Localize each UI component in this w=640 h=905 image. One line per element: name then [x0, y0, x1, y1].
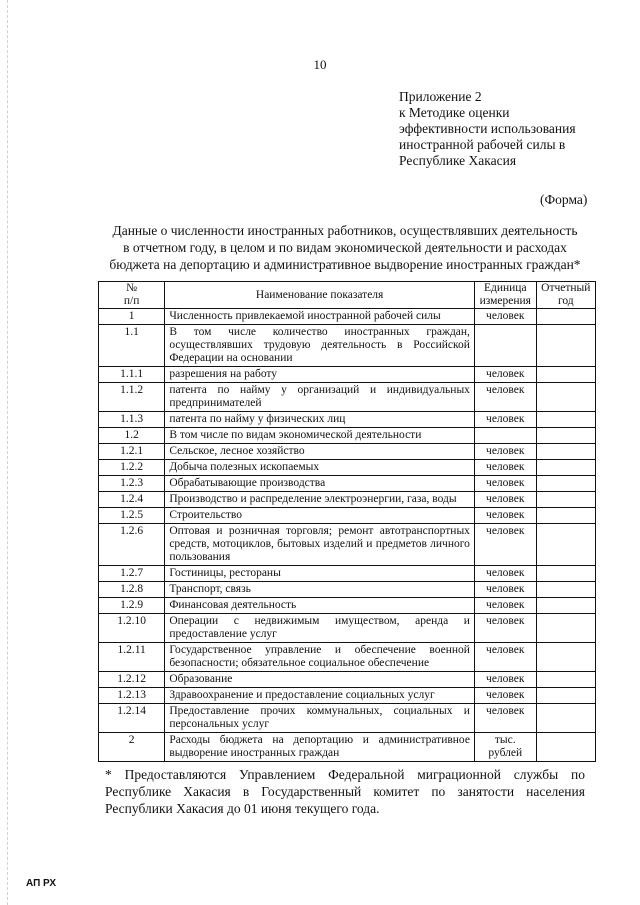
header-unit-line: измерения: [479, 295, 531, 307]
table-row: [99, 524, 596, 566]
table-row: [99, 412, 596, 428]
header-unit: [474, 282, 536, 309]
appendix-block: [399, 89, 576, 169]
row-num-cell: 1.2.12: [99, 672, 165, 688]
row-year-cell[interactable]: [536, 614, 595, 643]
row-num-cell: 1.2.3: [99, 476, 165, 492]
footnote-word: Хакасия: [183, 784, 231, 799]
footnote-word: Государственный: [261, 784, 362, 799]
header-year: [536, 282, 595, 309]
row-num-cell: 1.1: [99, 325, 165, 367]
row-unit-cell: человек: [474, 598, 536, 614]
row-year-cell[interactable]: [536, 566, 595, 582]
table-row: [99, 688, 596, 704]
title-line: Данные о численности иностранных работников, осуществлявших деятельность: [112, 223, 578, 238]
row-unit-cell: [474, 325, 536, 367]
row-unit-cell: человек: [474, 566, 536, 582]
footnote-word: по: [431, 784, 446, 799]
appendix-line: к Методике оценки: [399, 105, 510, 120]
row-name-cell: Строительство: [165, 508, 475, 524]
row-num-cell: 2: [99, 733, 165, 762]
footer-code: АП РХ: [26, 878, 57, 889]
footnote-word: в: [242, 784, 250, 799]
indicators-table: [98, 281, 596, 762]
table-row: [99, 598, 596, 614]
header-num-line: п/п: [123, 295, 140, 307]
row-name-cell: Численность привлекаемой иностранной рабочей силы: [165, 309, 475, 325]
appendix-line: эффективности использования: [399, 121, 576, 136]
row-year-cell[interactable]: [536, 704, 595, 733]
row-year-cell[interactable]: [536, 412, 595, 428]
row-num-cell: 1.2.8: [99, 582, 165, 598]
header-year-line: Отчетный: [541, 282, 591, 294]
table-header-row: [99, 282, 596, 309]
table-row: [99, 704, 596, 733]
header-num-line: №: [126, 282, 138, 294]
row-num-cell: 1.1.1: [99, 367, 165, 383]
row-num-cell: 1.2.5: [99, 508, 165, 524]
row-name-cell: Гостиницы, рестораны: [165, 566, 475, 582]
footnote-word: миграционной: [417, 767, 501, 782]
row-num-cell: 1.1.2: [99, 383, 165, 412]
row-unit-cell: человек: [474, 383, 536, 412]
table-row: [99, 460, 596, 476]
title-line: бюджета на депортацию и административное выдворение иностранных граждан*: [109, 257, 581, 272]
row-name-cell: Оптовая и розничная торговля; ремонт автотранспортных средств, мотоциклов, бытовых изделий и предметов личного пользования: [165, 524, 475, 566]
table-row: [99, 428, 596, 444]
row-num-cell: 1.2.10: [99, 614, 165, 643]
row-year-cell[interactable]: [536, 524, 595, 566]
row-name-cell: разрешения на работу: [165, 367, 475, 383]
table-row: [99, 367, 596, 383]
row-year-cell[interactable]: [536, 428, 595, 444]
row-num-cell: 1.2.11: [99, 643, 165, 672]
row-year-cell[interactable]: [536, 582, 595, 598]
row-year-cell[interactable]: [536, 733, 595, 762]
table-row: [99, 508, 596, 524]
page-number: 10: [313, 57, 327, 72]
header-num: [99, 282, 165, 309]
footnote-line: [105, 783, 585, 800]
table-row: [99, 383, 596, 412]
table-row: [99, 672, 596, 688]
row-name-cell: Операции с недвижимым имуществом, аренда и предоставление услуг: [165, 614, 475, 643]
table-row: [99, 309, 596, 325]
row-num-cell: 1.2.1: [99, 444, 165, 460]
appendix-line: Приложение 2: [399, 89, 482, 104]
row-num-cell: 1.1.3: [99, 412, 165, 428]
row-unit-cell: человек: [474, 492, 536, 508]
row-unit-cell: человек: [474, 672, 536, 688]
footnote-word: службы: [513, 767, 559, 782]
title-line: в отчетном году, в целом и по видам экономической деятельности и расходах: [123, 240, 567, 255]
row-num-cell: 1.2.4: [99, 492, 165, 508]
footnote-word: занятости: [457, 784, 515, 799]
indicators-table-wrap: [98, 281, 596, 762]
row-name-cell: Образование: [165, 672, 475, 688]
row-num-cell: 1.2.9: [99, 598, 165, 614]
row-num-cell: 1.2: [99, 428, 165, 444]
page-edge-guide: [7, 0, 8, 905]
footnote-word: Республике: [105, 784, 172, 799]
row-unit-cell: человек: [474, 412, 536, 428]
row-name-cell: Финансовая деятельность: [165, 598, 475, 614]
table-row: [99, 582, 596, 598]
header-name: Наименование показателя: [165, 282, 475, 309]
row-name-cell: Государственное управление и обеспечение военной безопасности; обязательное социальное обеспечение: [165, 643, 475, 672]
table-row: [99, 444, 596, 460]
row-name-cell: патента по найму у организаций и индивидуальных предпринимателей: [165, 383, 475, 412]
row-name-cell: Производство и распределение электроэнергии, газа, воды: [165, 492, 475, 508]
row-year-cell[interactable]: [536, 492, 595, 508]
row-unit-cell: человек: [474, 444, 536, 460]
row-year-cell[interactable]: [536, 688, 595, 704]
table-row: [99, 476, 596, 492]
row-name-cell: патента по найму у физических лиц: [165, 412, 475, 428]
row-unit-cell: человек: [474, 688, 536, 704]
row-year-cell[interactable]: [536, 476, 595, 492]
row-year-cell[interactable]: [536, 643, 595, 672]
row-name-cell: Транспорт, связь: [165, 582, 475, 598]
row-unit-cell: человек: [474, 508, 536, 524]
footnote-word: населения: [526, 784, 585, 799]
footnote-line: Республики Хакасия до 01 июня текущего года.: [105, 801, 380, 816]
appendix-line: Республике Хакасия: [399, 153, 517, 168]
row-unit-cell: человек: [474, 614, 536, 643]
row-year-cell[interactable]: [536, 672, 595, 688]
table-body: [99, 309, 596, 762]
row-num-cell: 1.2.2: [99, 460, 165, 476]
table-row: [99, 566, 596, 582]
row-unit-cell: человек: [474, 704, 536, 733]
table-row: [99, 643, 596, 672]
footnote-word: комитет: [373, 784, 420, 799]
row-year-cell[interactable]: [536, 598, 595, 614]
row-year-cell[interactable]: [536, 383, 595, 412]
row-unit-cell: человек: [474, 643, 536, 672]
row-unit-cell: человек: [474, 582, 536, 598]
row-name-cell: В том числе по видам экономической деятельности: [165, 428, 475, 444]
header-unit-line: Единица: [483, 282, 527, 294]
row-unit-cell: человек: [474, 309, 536, 325]
row-year-cell[interactable]: [536, 367, 595, 383]
footnote-word: Федеральной: [328, 767, 405, 782]
row-name-cell: В том числе количество иностранных граждан, осуществлявших трудовую деятельность в Российской Федерации на основании: [165, 325, 475, 367]
footnote-word: по: [570, 767, 585, 782]
row-year-cell[interactable]: [536, 309, 595, 325]
footnote-line: [105, 766, 585, 783]
table-row: [99, 492, 596, 508]
form-label: (Форма): [540, 192, 588, 207]
footnote-word: Предоставляются: [124, 767, 227, 782]
row-unit-cell: человек: [474, 460, 536, 476]
footnote: [105, 766, 585, 817]
table-row: [99, 325, 596, 367]
row-year-cell[interactable]: [536, 444, 595, 460]
row-name-cell: Предоставление прочих коммунальных, социальных и персональных услуг: [165, 704, 475, 733]
appendix-line: иностранной рабочей силы в: [399, 137, 566, 152]
row-unit-cell: человек: [474, 476, 536, 492]
row-num-cell: 1.2.13: [99, 688, 165, 704]
table-row: [99, 614, 596, 643]
header-year-line: год: [557, 295, 574, 307]
row-name-cell: Сельское, лесное хозяйство: [165, 444, 475, 460]
row-name-cell: Обрабатывающие производства: [165, 476, 475, 492]
row-year-cell[interactable]: [536, 325, 595, 367]
row-unit-cell: [474, 428, 536, 444]
document-title: [95, 222, 595, 273]
row-unit-cell: тыс. рублей: [474, 733, 536, 762]
row-name-cell: Добыча полезных ископаемых: [165, 460, 475, 476]
row-unit-cell: человек: [474, 524, 536, 566]
row-num-cell: 1.2.6: [99, 524, 165, 566]
row-unit-cell: человек: [474, 367, 536, 383]
row-year-cell[interactable]: [536, 460, 595, 476]
row-name-cell: Здравоохранение и предоставление социальных услуг: [165, 688, 475, 704]
footnote-word: *: [105, 767, 112, 782]
row-num-cell: 1.2.7: [99, 566, 165, 582]
table-row: [99, 733, 596, 762]
row-num-cell: 1.2.14: [99, 704, 165, 733]
footnote-word: Управлением: [239, 767, 316, 782]
row-name-cell: Расходы бюджета на депортацию и административное выдворение иностранных граждан: [165, 733, 475, 762]
row-year-cell[interactable]: [536, 508, 595, 524]
row-num-cell: 1: [99, 309, 165, 325]
